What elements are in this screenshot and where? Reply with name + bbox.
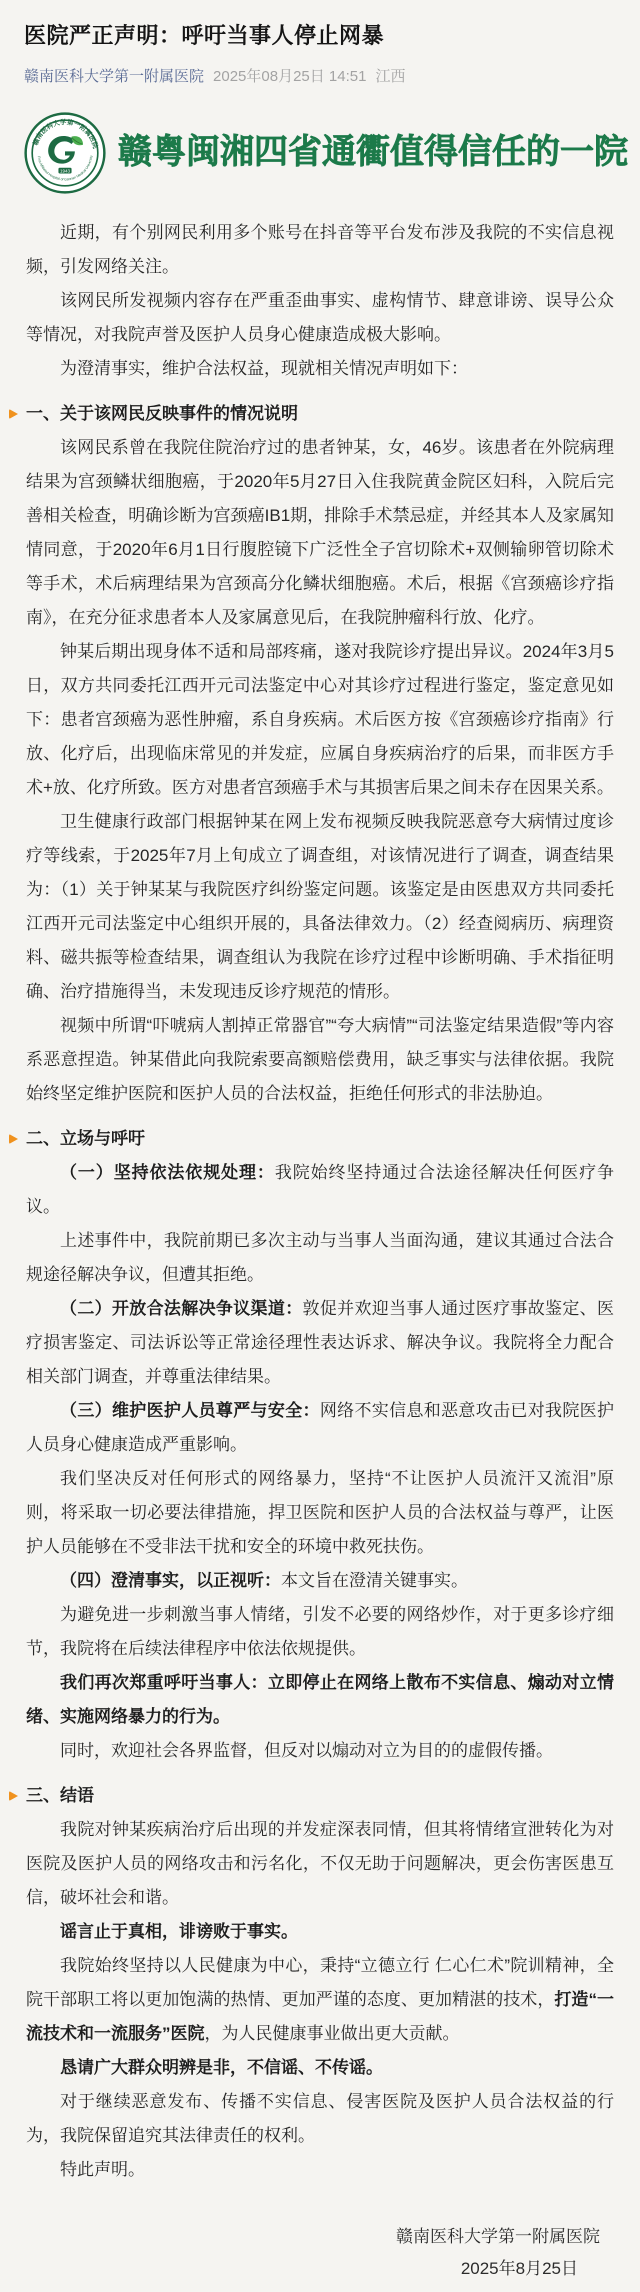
section-arrow-icon bbox=[9, 1791, 18, 1801]
text-run: 钟某后期出现身体不适和局部疼痛，遂对我院诊疗提出异议。2024年3月5日，双方共同委托江西开元司法鉴定中心对其诊疗过程进行鉴定，鉴定意见如下：患者宫颈癌为恶性肿瘤，系自身疾病。术后医方按《宫颈癌诊疗指南》行放、化疗后，出现临床常见的并发症，应属自身疾病治疗的后果，而非医方手术+放、化疗所致。医方对患者宫颈癌手术与其损害后果之间未存在因果关系。 bbox=[26, 641, 614, 797]
paragraph bbox=[26, 1156, 614, 1224]
banner-slogan: 赣粤闽湘四省通衢值得信任的一院 bbox=[118, 133, 628, 172]
paragraph bbox=[26, 1598, 614, 1666]
article-header bbox=[0, 0, 640, 86]
bold-text-run: 三、结语 bbox=[26, 1785, 94, 1805]
text-run: 我院始终坚持通过合法途径解决任何医疗争议。 bbox=[26, 1162, 615, 1216]
signature-block bbox=[0, 2223, 640, 2282]
seal-ring-text-en: First Affiliated Hospital of Gannan Medical University bbox=[36, 154, 94, 182]
text-run: 本文旨在澄清关键事实。 bbox=[281, 1570, 468, 1590]
text-run: 为澄清事实，维护合法权益，现就相关情况声明如下： bbox=[60, 358, 468, 378]
publish-date: 2025年08月25日 14:51 bbox=[213, 67, 367, 85]
byline bbox=[24, 65, 616, 86]
text-run: 我院对钟某疾病治疗后出现的并发症深表同情，但其将情绪宣泄转化为对医院及医护人员的网络攻击和污名化，不仅无助于问题解决，更会伤害医患互信，破坏社会和谐。 bbox=[26, 1819, 614, 1907]
hospital-seal-logo bbox=[24, 112, 106, 194]
text-run: 同时，欢迎社会各界监督，但反对以煽动对立为目的的虚假传播。 bbox=[60, 1740, 553, 1760]
bold-text-run: （二）开放合法解决争议渠道： bbox=[60, 1298, 303, 1318]
account-name-link[interactable]: 赣南医科大学第一附属医院 bbox=[24, 67, 205, 85]
paragraph bbox=[26, 2051, 614, 2085]
paragraph bbox=[26, 1666, 614, 1734]
seal-ring-text-cn: 赣南医科大学第一附属医院 bbox=[32, 119, 99, 150]
paragraph bbox=[26, 2085, 614, 2153]
bold-text-run: （四）澄清事实，以正视听： bbox=[60, 1570, 281, 1590]
section-arrow-icon bbox=[9, 1134, 18, 1144]
section-heading bbox=[9, 1779, 614, 1813]
paragraph bbox=[26, 1462, 614, 1564]
paragraph bbox=[26, 2153, 614, 2187]
section-heading bbox=[9, 1122, 614, 1156]
paragraph bbox=[26, 1564, 614, 1598]
bold-text-run: 谣言止于真相，诽谤败于事实。 bbox=[60, 1921, 298, 1941]
paragraph bbox=[26, 1813, 614, 1915]
section-heading bbox=[9, 397, 614, 431]
paragraph bbox=[26, 1915, 614, 1949]
text-run: 特此声明。 bbox=[60, 2159, 145, 2179]
bold-text-run: 一、关于该网民反映事件的情况说明 bbox=[26, 403, 298, 423]
text-run: 该网民系曾在我院住院治疗过的患者钟某，女，46岁。该患者在外院病理结果为宫颈鳞状细胞癌，于2020年5月27日入住我院黄金院区妇科，入院后完善相关检查，明确诊断为宫颈癌IB1期，排除手术禁忌症，并经其本人及家属知情同意，于2020年6月1日行腹腔镜下广泛性全子宫切除术+双侧输卵管切除术等手术，术后病理结果为宫颈高分化鳞状细胞癌。术后，根据《宫颈癌诊疗指南》，在充分征求患者本人及家属意见后，在我院肿瘤科行放、化疗。 bbox=[26, 437, 614, 627]
text-run: 该网民所发视频内容存在严重歪曲事实、虚构情节、肆意诽谤、误导公众等情况，对我院声誉及医护人员身心健康造成极大影响。 bbox=[26, 290, 614, 344]
seal-year: 1943 bbox=[59, 168, 71, 174]
bold-text-run: 二、立场与呼吁 bbox=[26, 1128, 145, 1148]
text-run: 上述事件中，我院前期已多次主动与当事人当面沟通，建议其通过合法合规途径解决争议，但遭其拒绝。 bbox=[26, 1230, 614, 1284]
text-run: 近期，有个别网民利用多个账号在抖音等平台发布涉及我院的不实信息视频，引发网络关注。 bbox=[26, 222, 614, 276]
text-run: 为避免进一步刺激当事人情绪，引发不必要的网络炒作，对于更多诊疗细节，我院将在后续法律程序中依法依规提供。 bbox=[26, 1604, 614, 1658]
text-run: 敦促并欢迎当事人通过医疗事故鉴定、医疗损害鉴定、司法诉讼等正常途径理性表达诉求、解决争议。我院将全力配合相关部门调查，并尊重法律结果。 bbox=[26, 1298, 614, 1386]
paragraph bbox=[26, 1224, 614, 1292]
page-title: 医院严正声明：呼吁当事人停止网暴 bbox=[24, 23, 385, 48]
paragraph bbox=[26, 1734, 614, 1768]
signature-org: 赣南医科大学第一附属医院 bbox=[396, 2226, 600, 2246]
bold-text-run: 恳请广大群众明辨是非，不信谣、不传谣。 bbox=[60, 2057, 383, 2077]
statement-body bbox=[0, 204, 640, 2187]
signature-date: 2025年8月25日 bbox=[460, 2258, 578, 2278]
paragraph bbox=[26, 805, 614, 1009]
paragraph bbox=[26, 635, 614, 805]
bold-text-run: （三）维护医护人员尊严与安全： bbox=[60, 1400, 320, 1420]
text-run: ，为人民健康事业做出更大贡献。 bbox=[204, 2023, 460, 2043]
text-run: 网络不实信息和恶意攻击已对我院医护人员身心健康造成严重影响。 bbox=[26, 1400, 615, 1454]
paragraph bbox=[26, 1009, 614, 1111]
text-run: 对于继续恶意发布、传播不实信息、侵害医院及医护人员合法权益的行为，我院保留追究其法律责任的权利。 bbox=[26, 2091, 614, 2145]
text-run: 卫生健康行政部门根据钟某在网上发布视频反映我院恶意夸大病情过度诊疗等线索，于2025年7月上旬成立了调查组，对该情况进行了调查，调查结果为：（1）关于钟某某与我院医疗纠纷鉴定问题。该鉴定是由医患双方共同委托江西开元司法鉴定中心组织开展的，具备法律效力。（2）经查阅病历、病理资料、磁共振等检查结果，调查组认为我院在诊疗过程中诊断明确、手术指征明确、治疗措施得当，未发现违反诊疗规范的情形。 bbox=[26, 811, 614, 1001]
paragraph bbox=[26, 284, 614, 352]
section-arrow-icon bbox=[9, 409, 18, 419]
paragraph bbox=[26, 1949, 614, 2051]
paragraph bbox=[26, 431, 614, 635]
publish-region: 江西 bbox=[375, 67, 406, 85]
statement-scan-image[interactable] bbox=[0, 100, 640, 2292]
paragraph bbox=[26, 1292, 614, 1394]
text-run: 我院始终坚持以人民健康为中心，秉持“立德立行 仁心仁术”院训精神，全院干部职工将以更加饱满的热情、更加严谨的态度、更加精湛的技术， bbox=[26, 1955, 614, 2009]
bold-text-run: （一）坚持依法依规处理： bbox=[60, 1162, 275, 1182]
text-run: 视频中所谓“吓唬病人割掉正常器官”“夸大病情”“司法鉴定结果造假”等内容系恶意捏造。钟某借此向我院索要高额赔偿费用，缺乏事实与法律依据。我院始终坚定维护医院和医护人员的合法权益，拒绝任何形式的非法胁迫。 bbox=[26, 1015, 614, 1103]
bold-text-run: 打造“一流技术和一流服务”医院 bbox=[26, 1989, 615, 2043]
paragraph bbox=[26, 216, 614, 284]
paragraph bbox=[26, 352, 614, 386]
paragraph bbox=[26, 1394, 614, 1462]
text-run: 我们坚决反对任何形式的网络暴力，坚持“不让医护人员流汗又流泪”原则，将采取一切必要法律措施，捍卫医院和医护人员的合法权益与尊严，让医护人员能够在不受非法干扰和安全的环境中救死扶伤。 bbox=[26, 1468, 614, 1556]
hospital-banner bbox=[0, 100, 640, 204]
bold-text-run: 我们再次郑重呼吁当事人：立即停止在网络上散布不实信息、煽动对立情绪、实施网络暴力的行为。 bbox=[26, 1672, 614, 1726]
